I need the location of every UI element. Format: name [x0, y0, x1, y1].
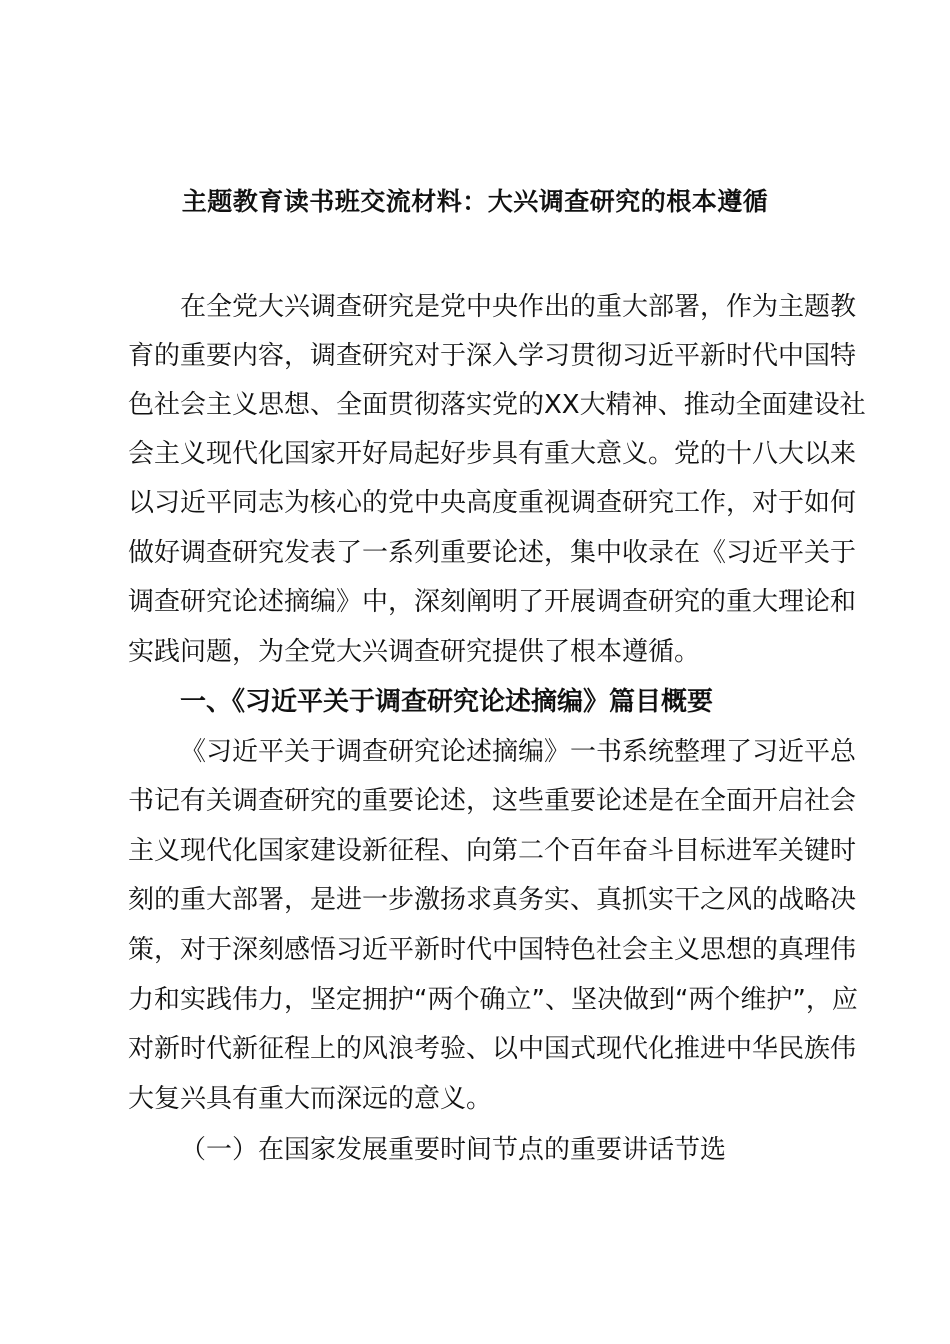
document-title: 主题教育读书班交流材料：大兴调查研究的根本遵循 — [181, 187, 769, 216]
section-heading-1: 一、《习近平关于调查研究论述摘编》篇目概要 — [180, 687, 714, 717]
paragraph-2-line-1: 《习近平关于调查研究论述摘编》一书系统整理了习近平总 — [180, 737, 857, 767]
paragraph-1-line-5: 以习近平同志为核心的党中央高度重视调查研究工作，对于如何 — [128, 488, 857, 518]
paragraph-2-line-7: 对新时代新征程上的风浪考验、以中国式现代化推进中华民族伟 — [128, 1034, 857, 1064]
paragraph-2-line-8: 大复兴具有重大而深远的意义。 — [128, 1084, 493, 1114]
paragraph-1-line-2: 育的重要内容，调查研究对于深入学习贯彻习近平新时代中国特 — [128, 341, 857, 371]
paragraph-2-line-3: 主义现代化国家建设新征程、向第二个百年奋斗目标进军关键时 — [128, 836, 857, 866]
paragraph-2-line-5: 策，对于深刻感悟习近平新时代中国特色社会主义思想的真理伟 — [128, 935, 857, 965]
paragraph-1-line-1: 在全党大兴调查研究是党中央作出的重大部署，作为主题教 — [180, 292, 857, 322]
paragraph-1-line-4: 会主义现代化国家开好局起好步具有重大意义。党的十八大以来 — [128, 439, 857, 469]
paragraph-1-line-6: 做好调查研究发表了一系列重要论述，集中收录在《习近平关于 — [128, 538, 857, 568]
paragraph-2-line-2: 书记有关调查研究的重要论述，这些重要论述是在全面开启社会 — [128, 786, 857, 816]
paragraph-1-line-8: 实践问题，为全党大兴调查研究提供了根本遵循。 — [128, 637, 701, 667]
paragraph-1-line-3: 色社会主义思想、全面贯彻落实党的XX大精神、推动全面建设社 — [128, 390, 866, 420]
paragraph-2-line-4: 刻的重大部署，是进一步激扬求真务实、真抓实干之风的战略决 — [128, 885, 857, 915]
subsection-heading-1: （一）在国家发展重要时间节点的重要讲话节选 — [180, 1135, 727, 1165]
paragraph-1-line-7: 调查研究论述摘编》中，深刻阐明了开展调查研究的重大理论和 — [128, 587, 857, 617]
paragraph-2-line-6: 力和实践伟力，坚定拥护“两个确立”、坚决做到“两个维护”，应 — [128, 985, 858, 1015]
